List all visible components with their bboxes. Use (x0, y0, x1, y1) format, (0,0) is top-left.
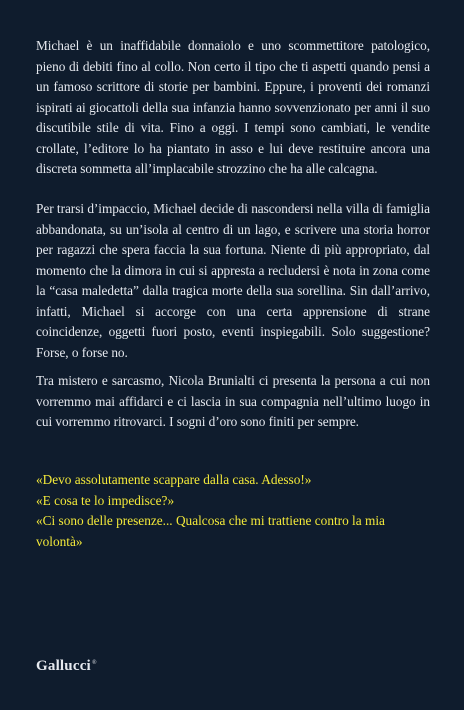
blurb-paragraph-2: Per trarsi d’impaccio, Michael decide di nascondersi nella villa di famiglia abbandonata, su un’isola al centro di un lago, e scrivere una storia horror per ragazzi che spera faccia la sua fortuna. Niente di più appropriato, dal momento che la dimora in cui si appresta a recludersi è nota in zona come la “casa maledetta” dalla tragica morte della sua sorellina. Sin dall’arrivo, infatti, Michael si accorge con una certa apprensione di strane coincidenze, oggetti fuori posto, eventi inspiegabili. Solo suggestione? Forse, o forse no. (36, 201, 430, 360)
quote-line-1: «Devo assolutamente scappare dalla casa. Adesso!» (36, 472, 312, 487)
blurb-paragraph-3: Tra mistero e sarcasmo, Nicola Brunialti ci presenta la persona a cui non vorremmo mai affidarci e ci lascia in sua compagnia nell’ultimo luogo in cui vorremmo ritrovarci. I sogni d’oro sono finiti per sempre. (36, 373, 430, 429)
publisher-logo (36, 658, 97, 675)
quote-line-3: «Ci sono delle presenze... Qualcosa che mi trattiene contro la mia volontà» (36, 513, 385, 549)
publisher-name: Gallucci (36, 658, 91, 674)
registered-mark: ® (91, 660, 97, 666)
blurb-paragraph-1: Michael è un inaffidabile donnaiolo e uno scommettitore patologico, pieno di debiti fino al collo. Non certo il tipo che ti aspetti quando pensi a un famoso scrittore di storie per bambini. Eppure, i proventi dei romanzi ispirati ai giocattoli della sua infanzia hanno sovvenzionato per anni il suo discutibile stile di vita. Fino a oggi. I tempi sono cambiati, le vendite crollate, l’editore lo ha piantato in asso e lui deve restituire ancora una discreta sommetta all’implacabile strozzino che ha alle calcagna. (36, 38, 430, 176)
quote-line-2: «E cosa te lo impedisce?» (36, 492, 175, 508)
